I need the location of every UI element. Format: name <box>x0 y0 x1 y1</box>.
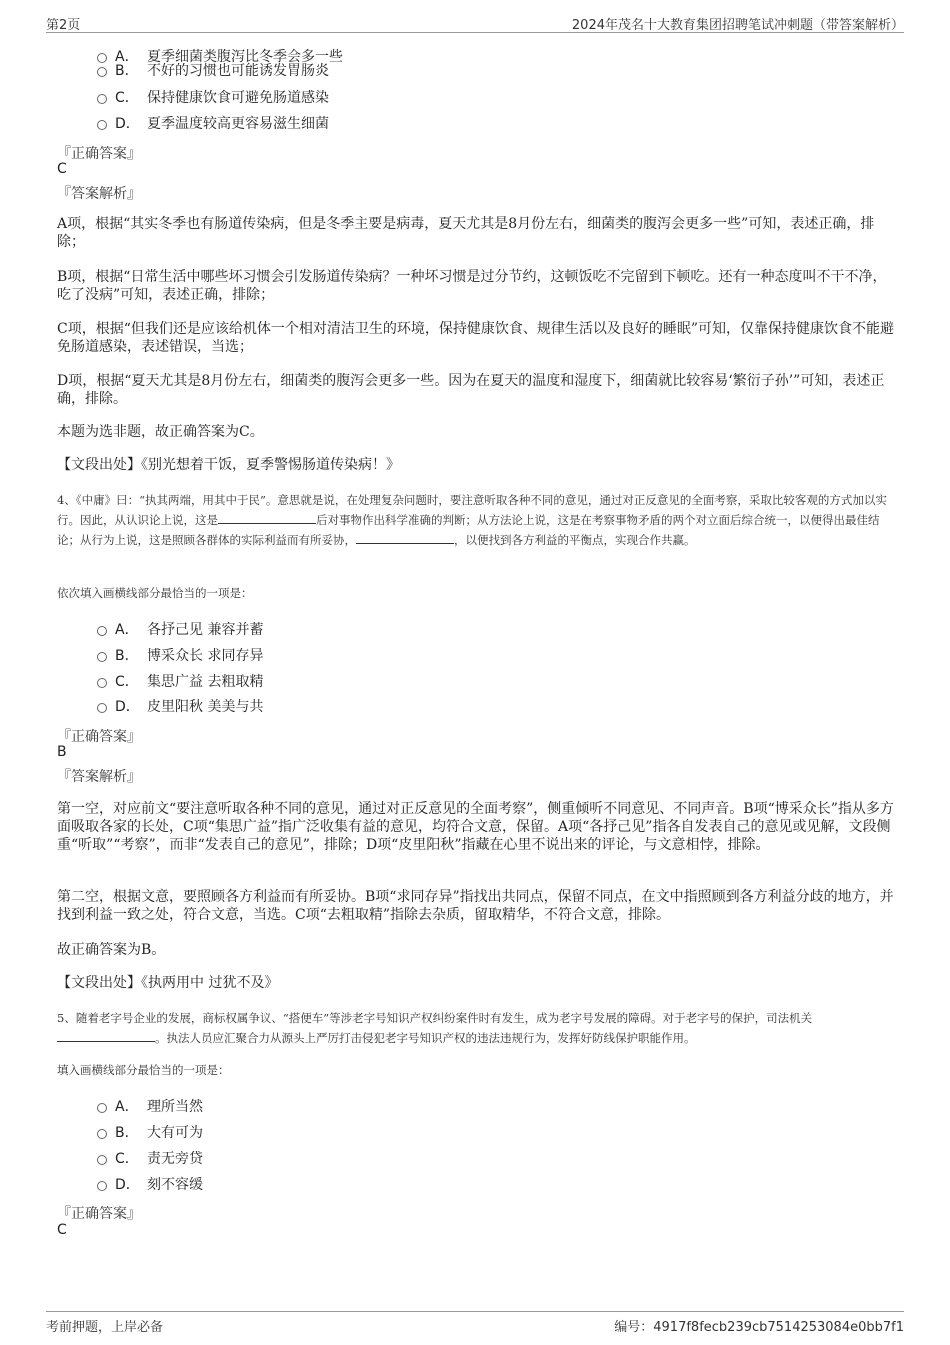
q4-option-c[interactable]: C． 集思广益 去粗取精 <box>97 672 263 692</box>
radio-icon[interactable] <box>97 703 107 713</box>
q4-answer-label: 『正确答案』 <box>57 729 141 745</box>
blank-line <box>218 511 316 524</box>
document-title: 2024年茂名十大教育集团招聘笔试冲刺题（带答案解析） <box>571 18 904 33</box>
radio-icon[interactable] <box>97 94 107 104</box>
q4-analysis-second-blank: 第二空，根据文意，要照顾各方利益而有所妥协。B项“求同存异”指找出共同点，保留不同点，在文中指照顾到各方利益分歧的地方，并找到利益一致之处，符合文意，当选。C项“去粗取精”指除去杂质，留取精华，不符合文意，排除。 <box>57 889 894 923</box>
radio-icon[interactable] <box>97 1155 107 1165</box>
q5-stem: 5、随着老字号企业的发展，商标权属争议、“搭便车”等涉老字号知识产权纠纷案件时有发生，成为老字号发展的障碍。对于老字号的保护，司法机关。执法人员应汇聚合力从源头上严厉打击侵犯老字号知识产权的违法违规行为，发挥好防线保护职能作用。 <box>57 1011 813 1045</box>
q3-analysis-a: A项，根据“其实冬季也有肠道传染病，但是冬季主要是病毒，夏天尤其是8月份左右，细菌类的腹泻会更多一些”可知，表述正确，排除； <box>57 216 875 250</box>
footer-slogan: 考前押题，上岸必备 <box>46 1320 164 1335</box>
q4-source: 【文段出处】《执两用中 过犹不及》 <box>57 975 279 991</box>
radio-icon[interactable] <box>97 1129 107 1139</box>
q4-option-b[interactable]: B． 博采众长 求同存异 <box>97 646 263 666</box>
blank-line <box>57 1029 155 1042</box>
q4-analysis-label: 『答案解析』 <box>57 769 141 785</box>
q4-stem: 4、《中庸》曰：“执其两端，用其中于民”。意思就是说，在处理复杂问题时，要注意听取各种不同的意见，通过对正反意见的全面考察，采取比较客观的方式加以实行。因此，从认识论上说，这是 后对事物作出科学准确的判断；从方法论上说，这是在考察事物矛盾的两个对立面后综合统一，以便得出最佳结论；从行为上说，这是照顾各群体的实际利益而有所妥协， ，以便找到各方利益的平衡点，实现合作共赢。 <box>57 493 887 547</box>
q3-answer: C <box>57 161 67 177</box>
q4-option-a[interactable]: A． 各抒己见 兼容并蓄 <box>97 620 263 640</box>
document-id: 编号：4917f8fecb239cb7514253084e0bb7f1 <box>614 1320 904 1335</box>
q4-answer: B <box>57 744 67 760</box>
page-number: 第2页 <box>46 18 81 33</box>
q4-analysis-first-blank: 第一空，对应前文“要注意听取各种不同的意见，通过对正反意见的全面考察”，侧重倾听不同意见、不同声音。B项“博采众长”指从多方面吸取各家的长处，C项“集思广益”指广泛收集有益的意见，均符合文意，保留。A项“各抒己见”指各自发表自己的意见或见解，文段侧重“听取”“考察”，而非“发表自己的意见”，排除；D项“皮里阳秋”指藏在心里不说出来的评论，与文意相悖，排除。 <box>57 801 894 853</box>
page-footer <box>46 1311 904 1336</box>
q5-option-d[interactable]: D． 刻不容缓 <box>97 1175 203 1195</box>
radio-icon[interactable] <box>97 1181 107 1191</box>
q5-prompt: 填入画横线部分最恰当的一项是： <box>57 1063 230 1077</box>
radio-icon[interactable] <box>97 67 107 77</box>
q3-option-c[interactable]: C． 保持健康饮食可避免肠道感染 <box>97 88 329 108</box>
radio-icon[interactable] <box>97 1103 107 1113</box>
q4-conclusion: 故正确答案为B。 <box>57 942 166 958</box>
q3-option-b[interactable]: B． 不好的习惯也可能诱发胃肠炎 <box>97 61 329 81</box>
q3-option-d[interactable]: D． 夏季温度较高更容易滋生细菌 <box>97 114 329 134</box>
q3-answer-label: 『正确答案』 <box>57 146 141 162</box>
q3-source: 【文段出处】《别光想着干饭，夏季警惕肠道传染病！》 <box>57 457 400 473</box>
radio-icon[interactable] <box>97 678 107 688</box>
blank-line <box>356 531 454 544</box>
q4-option-d[interactable]: D． 皮里阳秋 美美与共 <box>97 697 263 717</box>
radio-icon[interactable] <box>97 652 107 662</box>
q5-option-b[interactable]: B． 大有可为 <box>97 1123 203 1143</box>
q5-option-a[interactable]: A． 理所当然 <box>97 1097 203 1117</box>
q3-option-a[interactable]: A． 夏季细菌类腹泻比冬季会多一些 <box>97 47 343 67</box>
q5-answer: C <box>57 1222 67 1238</box>
q5-answer-label: 『正确答案』 <box>57 1206 141 1222</box>
q5-option-c[interactable]: C． 责无旁贷 <box>97 1149 203 1169</box>
q3-analysis-b: B项，根据“日常生活中哪些坏习惯会引发肠道传染病？一种坏习惯是过分节约，这顿饭吃不完留到下顿吃。还有一种态度叫不干不净，吃了没病”可知，表述正确，排除； <box>57 269 887 303</box>
q4-prompt: 依次填入画横线部分最恰当的一项是： <box>57 586 253 600</box>
q3-analysis-d: D项，根据“夏天尤其是8月份左右，细菌类的腹泻会更多一些。因为在夏天的温度和湿度下，细菌就比较容易‘繁衍子孙’”可知，表述正确，排除。 <box>57 373 885 407</box>
q3-analysis-c: C项，根据“但我们还是应该给机体一个相对清洁卫生的环境，保持健康饮食、规律生活以及良好的睡眠”可知，仅靠保持健康饮食不能避免肠道感染，表述错误，当选； <box>57 321 895 355</box>
page-header <box>46 10 904 33</box>
q3-analysis-label: 『答案解析』 <box>57 186 141 202</box>
q3-conclusion: 本题为选非题，故正确答案为C。 <box>57 424 264 440</box>
radio-icon[interactable] <box>97 626 107 636</box>
radio-icon[interactable] <box>97 120 107 130</box>
